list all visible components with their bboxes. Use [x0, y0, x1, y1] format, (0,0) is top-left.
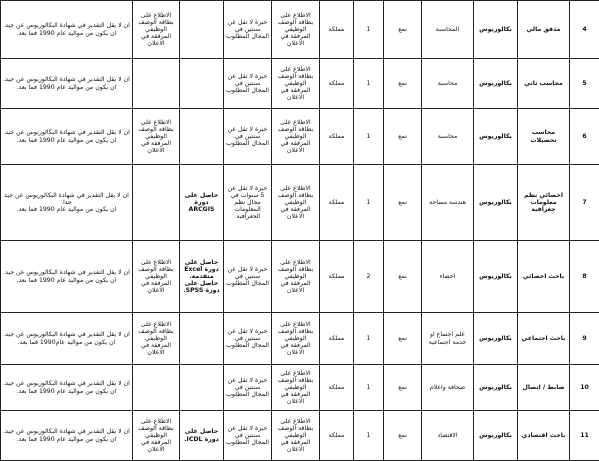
experience-cell: خبرة لا تقل عن سنتين في المجال المطلوب — [224, 365, 272, 411]
other-cell — [133, 59, 180, 109]
row-number: 9 — [570, 313, 599, 365]
location-cell: مملكة — [320, 365, 354, 411]
location-cell: مملكة — [320, 109, 354, 165]
duties-cell: الاطلاع على بطاقة الوصف الوظيفي المرفقة في الاعلان — [272, 165, 320, 241]
location-cell: مملكة — [320, 1, 354, 59]
specialty-cell: المحاسبة — [422, 1, 474, 59]
conditions-cell — [1, 109, 133, 165]
condition-line: ان لا يقل التقدير في شهادة البكالوريوس عن جيد. — [3, 129, 130, 136]
condition-line: ان يكون من مواليد عام 1990 فما بعد. — [3, 206, 130, 213]
other-cell: الاطلاع على بطاقة الوصف الوظيفي المرفقة في الاعلان — [133, 241, 180, 313]
conditions-cell — [1, 241, 133, 313]
job-title: ضابط / اتصال — [518, 365, 570, 411]
condition-line: ان لا يقل التقدير في شهادة البكالوريوس عن جيد. — [3, 380, 130, 387]
job-title: باحث اقتصادي — [518, 411, 570, 461]
table-row — [1, 313, 599, 365]
row-number: 6 — [570, 109, 599, 165]
gender-cell: نمع — [384, 109, 422, 165]
training-cell — [180, 109, 224, 165]
conditions-cell — [1, 411, 133, 461]
degree-cell: بكالوريوس — [474, 365, 518, 411]
duties-cell: الاطلاع على بطاقة الوصف الوظيفي المرفقة في الاعلان — [272, 365, 320, 411]
training-cell — [180, 365, 224, 411]
degree-cell: بكالوريوس — [474, 59, 518, 109]
job-title: محاسب ثاني — [518, 59, 570, 109]
location-cell: مملكة — [320, 59, 354, 109]
row-number: 7 — [570, 165, 599, 241]
condition-line: ان يكون من مواليد عام 1990 فما بعد. — [3, 277, 130, 284]
duties-cell: الاطلاع على بطاقة الوصف الوظيفي المرفقة في الاعلان — [272, 411, 320, 461]
gender-cell: نمع — [384, 1, 422, 59]
gender-cell: نمع — [384, 241, 422, 313]
job-title: باحث اجتماعي — [518, 313, 570, 365]
training-cell — [180, 59, 224, 109]
specialty-cell: الاقتصاد — [422, 411, 474, 461]
condition-line: ان يكون من مواليد عام 1990 فما بعد. — [3, 388, 130, 395]
count-cell: 1 — [354, 1, 384, 59]
degree-cell: بكالوريوس — [474, 313, 518, 365]
other-cell — [133, 165, 180, 241]
conditions-cell — [1, 313, 133, 365]
training-cell: حاصل على دورة ICDL. — [180, 411, 224, 461]
table-row — [1, 165, 599, 241]
duties-cell: الاطلاع على بطاقة الوصف الوظيفي المرفقة في الاعلان — [272, 109, 320, 165]
count-cell: 1 — [354, 109, 384, 165]
conditions-cell — [1, 59, 133, 109]
count-cell: 1 — [354, 165, 384, 241]
conditions-cell — [1, 165, 133, 241]
other-cell: الاطلاع على بطاقة الوصف الوظيفي المرفقة في الاعلان — [133, 1, 180, 59]
condition-line: ان لا يقل التقدير في شهادة البكالوريوس عن جيد. — [3, 269, 130, 276]
condition-line: ان لا يقل التقدير في شهادة البكالوريوس عن جيد جدا. — [3, 192, 130, 206]
specialty-cell: هندسة مساحة — [422, 165, 474, 241]
other-cell: الاطلاع على بطاقة الوصف الوظيفي المرفقة في الاعلان — [133, 109, 180, 165]
row-number: 4 — [570, 1, 599, 59]
location-cell: مملكة — [320, 165, 354, 241]
conditions-cell — [1, 1, 133, 59]
experience-cell: خبرة لا تقل عن سنتين في المجال المطلوب — [224, 1, 272, 59]
condition-line: ان يكون من مواليد عام 1990 فما بعد. — [3, 84, 130, 91]
row-number: 10 — [570, 365, 599, 411]
specialty-cell: علم اجتماع او خدمة اجتماعية — [422, 313, 474, 365]
training-cell: حاصل على دورة Excel متقدمة. حاصل على دورة SPSS. — [180, 241, 224, 313]
duties-cell: الاطلاع على بطاقة الوصف الوظيفي المرفقة في الاعلان — [272, 59, 320, 109]
specialty-cell: محاسبة — [422, 109, 474, 165]
duties-cell: الاطلاع على بطاقة الوصف الوظيفي المرفقة في الاعلان — [272, 1, 320, 59]
table-row — [1, 365, 599, 411]
training-cell: حاصل على دورة ARCGIS — [180, 165, 224, 241]
table-row — [1, 411, 599, 461]
row-number: 5 — [570, 59, 599, 109]
table-row — [1, 59, 599, 109]
gender-cell: نمع — [384, 411, 422, 461]
degree-cell: بكالوريوس — [474, 411, 518, 461]
table-row — [1, 1, 599, 59]
job-title: اخصائي نظم معلومات جغرافية — [518, 165, 570, 241]
location-cell: مملكة — [320, 411, 354, 461]
training-cell — [180, 1, 224, 59]
condition-line: ان يكون من مواليد عام1990 فما بعد. — [3, 339, 130, 346]
row-number: 11 — [570, 411, 599, 461]
job-title: باحث احصائي — [518, 241, 570, 313]
condition-line: ان يكون من مواليد عام 1990 فما بعد. — [3, 137, 130, 144]
other-cell — [133, 365, 180, 411]
experience-cell: خبرة لا تقل عن سنتين في المجال المطلوب — [224, 59, 272, 109]
count-cell: 1 — [354, 365, 384, 411]
experience-cell: خبرة لا تقل عن 5 سنوات في مجال نظم المعلومات الجغرافية. — [224, 165, 272, 241]
count-cell: 1 — [354, 59, 384, 109]
location-cell: مملكة — [320, 241, 354, 313]
duties-cell: الاطلاع على بطاقة الوصف الوظيفي المرفقة في الاعلان — [272, 313, 320, 365]
degree-cell: بكالوريوس — [474, 109, 518, 165]
table-body — [1, 1, 599, 461]
conditions-cell — [1, 365, 133, 411]
condition-line: ان لا يقل التقدير في شهادة البكالوريوس عن جيد. — [3, 428, 130, 435]
gender-cell: نمع — [384, 313, 422, 365]
other-cell: الاطلاع على بطاقة الوصف الوظيفي المرفقة في الاعلان — [133, 411, 180, 461]
table-row — [1, 109, 599, 165]
count-cell: 1 — [354, 411, 384, 461]
gender-cell: نمع — [384, 59, 422, 109]
gender-cell: نمع — [384, 165, 422, 241]
count-cell: 2 — [354, 241, 384, 313]
table-row — [1, 241, 599, 313]
condition-line: ان يكون من مواليد عام 1990 فما بعد. — [3, 30, 130, 37]
degree-cell: بكالوريوس — [474, 241, 518, 313]
row-number: 8 — [570, 241, 599, 313]
count-cell: 1 — [354, 313, 384, 365]
duties-cell: الاطلاع على بطاقة الوصف الوظيفي المرفقة في الاعلان — [272, 241, 320, 313]
other-cell: الاطلاع على بطاقة الوصف الوظيفي المرفقة في الاعلان — [133, 313, 180, 365]
degree-cell: بكالوريوس — [474, 165, 518, 241]
experience-cell: خبرة لا تقل عن سنتين في المجال المطلوب — [224, 241, 272, 313]
condition-line: ان يكون من مواليد عام 1990 فما بعد. — [3, 436, 130, 443]
condition-line: ان لا يقل التقدير في شهادة البكالوريوس عن جيد. — [3, 22, 130, 29]
gender-cell: نمع — [384, 365, 422, 411]
experience-cell: خبرة لا تقل عن سنتين في المجال المطلوب — [224, 109, 272, 165]
experience-cell: خبرة لا تقل عن سنتين في المجال المطلوب — [224, 411, 272, 461]
job-title: محاسب تحصيلات — [518, 109, 570, 165]
specialty-cell: محاسبة — [422, 59, 474, 109]
degree-cell: بكالوريوس — [474, 1, 518, 59]
condition-line: ان لا يقل التقدير في شهادة البكالوريوس عن جيد. — [3, 331, 130, 338]
specialty-cell: احصاء — [422, 241, 474, 313]
training-cell — [180, 313, 224, 365]
specialty-cell: صحافة واعلام — [422, 365, 474, 411]
experience-cell: خبرة لا تقل عن سنتين في المجال المطلوب — [224, 313, 272, 365]
condition-line: ان لا يقل التقدير في شهادة البكالوريوس عن جيد. — [3, 76, 130, 83]
job-title: مدقق مالي — [518, 1, 570, 59]
location-cell: مملكة — [320, 313, 354, 365]
